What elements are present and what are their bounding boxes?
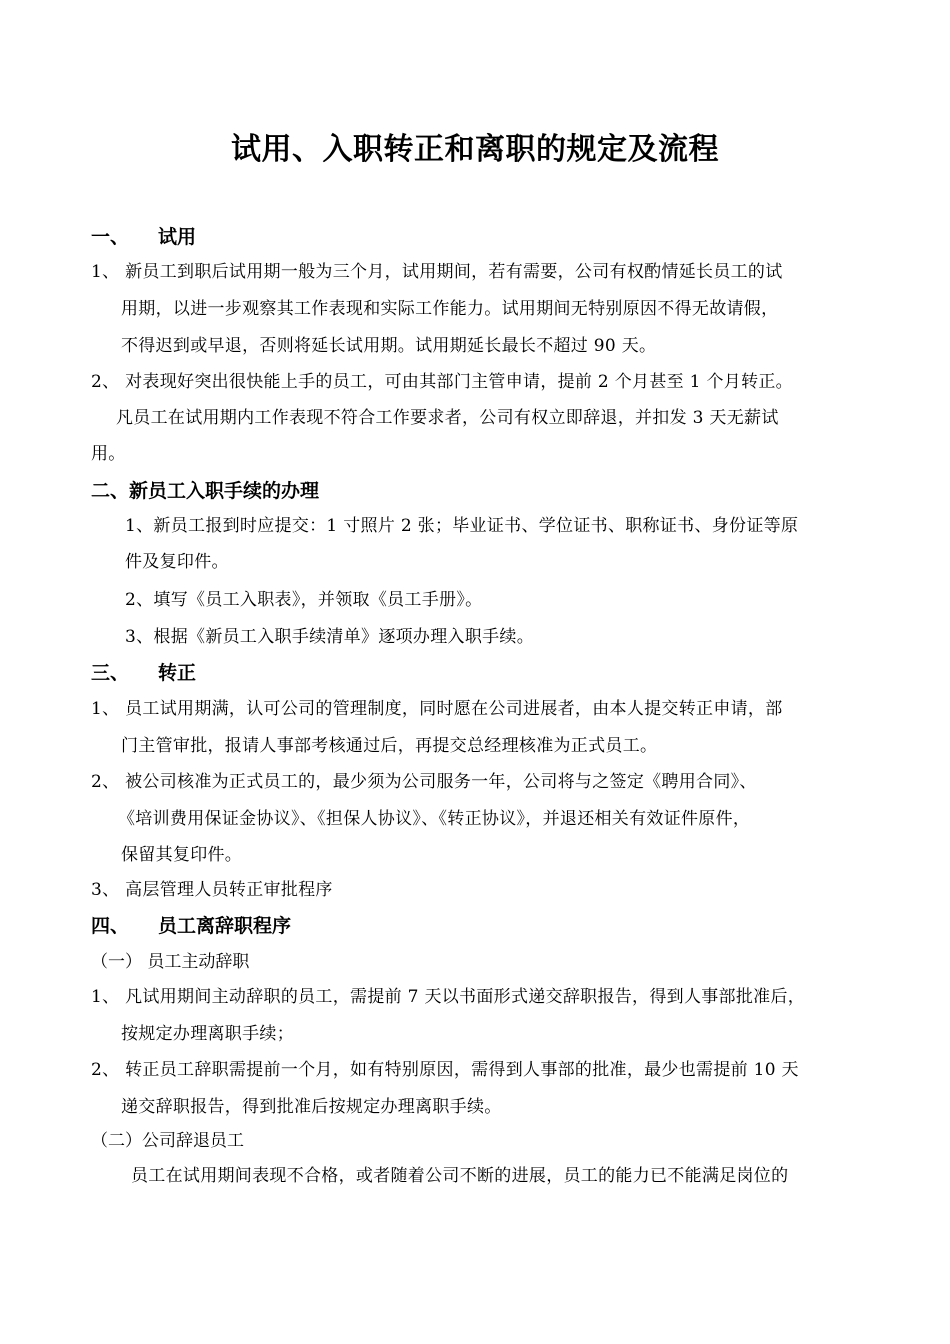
paragraph-line: 凡员工在试用期内工作表现不符合工作要求者，公司有权立即辞退，并扣发 3 天无薪试	[116, 408, 779, 428]
section-title: 转正	[158, 662, 197, 684]
section-title: 新员工入职手续的办理	[129, 480, 320, 502]
paragraph-line: 1、 新员工到职后试用期一般为三个月，试用期间，若有需要，公司有权酌情延长员工的试	[91, 262, 783, 282]
paragraph-line: 3、 高层管理人员转正审批程序	[91, 880, 333, 900]
paragraph-line: 1、新员工报到时应提交：1 寸照片 2 张；毕业证书、学位证书、职称证书、身份证等原	[125, 516, 799, 536]
paragraph-line: 件及复印件。	[125, 552, 229, 572]
paragraph-line: 按规定办理离职手续；	[121, 1024, 294, 1044]
subsection-heading: （二）公司辞退员工	[91, 1131, 244, 1151]
paragraph-line: 2、填写《员工入职表》，并领取《员工手册》。	[125, 590, 483, 610]
paragraph-line: 门主管审批，报请人事部考核通过后，再提交总经理核准为正式员工。	[121, 736, 658, 756]
section-title: 员工离辞职程序	[158, 915, 292, 937]
section-heading-confirmation	[91, 659, 196, 687]
section-number: 三、	[91, 662, 130, 684]
section-heading-resignation	[91, 912, 291, 940]
paragraph-line: 员工在试用期间表现不合格，或者随着公司不断的进展，员工的能力已不能满足岗位的	[131, 1166, 789, 1186]
section-heading-trial	[91, 223, 196, 251]
section-title: 试用	[158, 226, 197, 248]
paragraph-line: 2、 被公司核准为正式员工的，最少须为公司服务一年，公司将与之签定《聘用合同》、	[91, 772, 757, 792]
paragraph-line: 递交辞职报告，得到批准后按规定办理离职手续。	[121, 1097, 502, 1117]
section-number: 二、	[91, 480, 130, 502]
document-title: 试用、入职转正和离职的规定及流程	[231, 132, 719, 167]
paragraph-line: 保留其复印件。	[121, 845, 243, 865]
paragraph-line: 2、 转正员工辞职需提前一个月，如有特别原因，需得到人事部的批准，最少也需提前 10 天	[91, 1060, 799, 1080]
paragraph-line: 3、根据《新员工入职手续清单》逐项办理入职手续。	[125, 627, 535, 647]
paragraph-line: 1、 员工试用期满，认可公司的管理制度，同时愿在公司进展者，由本人提交转正申请，部	[91, 699, 783, 719]
paragraph-line: 用期，以进一步观察其工作表现和实际工作能力。试用期间无特别原因不得无故请假，	[121, 299, 779, 319]
section-number: 四、	[91, 915, 130, 937]
paragraph-line: 不得迟到或早退，否则将延长试用期。试用期延长最长不超过 90 天。	[121, 336, 657, 356]
paragraph-line: 《培训费用保证金协议》、《担保人协议》、《转正协议》，并退还相关有效证件原件，	[118, 809, 751, 829]
subsection-heading: （一） 员工主动辞职	[91, 952, 250, 972]
paragraph-line: 1、 凡试用期间主动辞职的员工，需提前 7 天以书面形式递交辞职报告，得到人事部批准后，	[91, 987, 806, 1007]
paragraph-line: 用。	[91, 444, 126, 464]
section-number: 一、	[91, 226, 130, 248]
paragraph-line: 2、 对表现好突出很快能上手的员工，可由其部门主管申请，提前 2 个月甚至 1 个月转正。	[91, 372, 793, 392]
section-heading-onboarding	[91, 477, 319, 505]
